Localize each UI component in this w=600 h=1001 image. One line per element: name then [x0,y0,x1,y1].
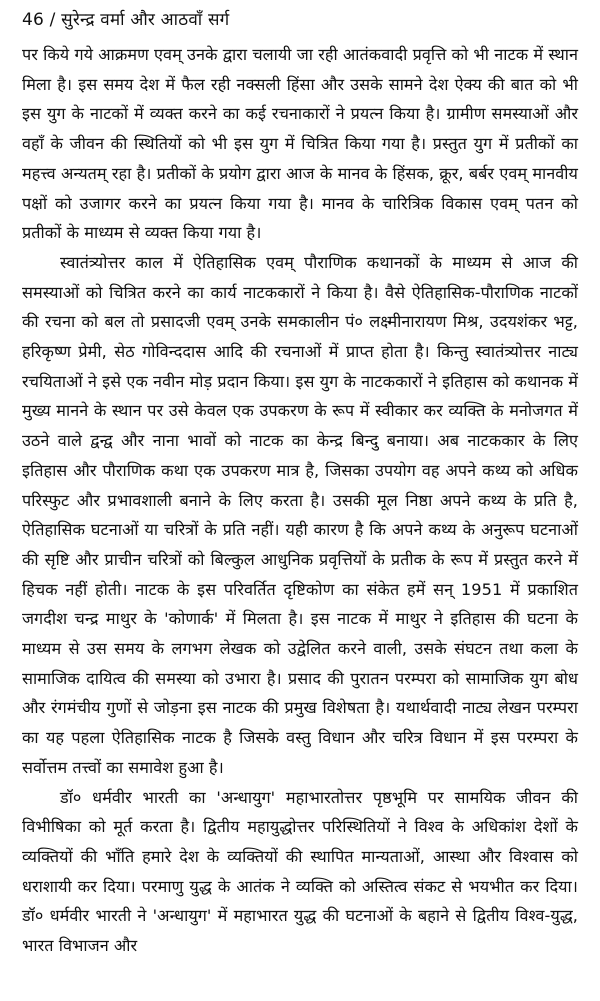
paragraph-2: स्वातंत्र्योत्तर काल में ऐतिहासिक एवम् पौराणिक कथानकों के माध्यम से आज की समस्याओं को चित्रित करने का कार्य नाटककारों ने किया है। वैसे ऐतिहासिक-पौराणिक नाटकों की रचना को बल तो प्रसादजी एवम् उनके समकालीन पं० लक्ष्मीनारायण मिश्र, उदयशंकर भट्ट, हरिकृष्ण प्रेमी, सेठ गोविन्ददास आदि की रचनाओं में प्राप्त होता है। किन्तु स्वातंत्र्योत्तर नाट्य रचयिताओं ने इसे एक नवीन मोड़ प्रदान किया। इस युग के नाटककारों ने इतिहास को कथानक में मुख्य मानने के स्थान पर उसे केवल एक उपकरण के रूप में स्वीकार कर व्यक्ति के मनोजगत में उठने वाले द्वन्द्व और नाना भावों को नाटक का केन्द्र बिन्दु बनाया। अब नाटककार के लिए इतिहास और पौराणिक कथा एक उपकरण मात्र है, जिसका उपयोग वह अपने कथ्य को अधिक परिस्फुट और प्रभावशाली बनाने के लिए करता है। उसकी मूल निष्ठा अपने कथ्य के प्रति है, ऐतिहासिक घटनाओं या चरित्रों के प्रति नहीं। यही कारण है कि अपने कथ्य के अनुरूप घटनाओं की सृष्टि और प्राचीन चरित्रों को बिल्कुल आधुनिक प्रवृत्तियों के प्रतीक के रूप में प्रस्तुत करने में हिचक नहीं होती। नाटक के इस परिवर्तित दृष्टिकोण का संकेत हमें सन् 1951 में प्रकाशित जगदीश चन्द्र माथुर के 'कोणार्क' में मिलता है। इस नाटक में माथुर ने इतिहास की घटना के माध्यम से उस समय के लगभग लेखक को उद्वेलित करने वाली, उसके संघटन तथा कला के सामाजिक दायित्व की समस्या को उभारा है। प्रसाद की पुरातन परम्परा को सामाजिक युग बोध और रंगमंचीय गुणों से जोड़ना इस नाटक की प्रमुख विशेषता है। यथार्थवादी नाट्य लेखन परम्परा का यह पहला ऐतिहासिक नाटक है जिसके वस्तु विधान और चरित्र विधान में इस परम्परा के सर्वोत्तम तत्त्वों का समावेश हुआ है। [22,252,578,777]
paragraph-3: डॉ० धर्मवीर भारती का 'अन्धायुग' महाभारतोत्तर पृष्ठभूमि पर सामयिक जीवन की विभीषिका को मूर्त करता है। द्वितीय महायुद्धोत्तर परिस्थितियों ने विश्व के अधिकांश देशों के व्यक्तियों की भाँति हमारे देश के व्यक्तियों की स्थापित मान्यताओं, आस्था और विश्वास को धराशायी कर दिया। परमाणु युद्ध के आतंक ने व्यक्ति को अस्तित्व संकट से भयभीत कर दिया। डॉ० धर्मवीर भारती ने 'अन्धायुग' में महाभारत युद्ध की घटनाओं के बहाने से द्वितीय विश्व-युद्ध, भारत विभाजन और [22,787,578,956]
running-head: 46 / सुरेन्द्र वर्मा और आठवाँ सर्ग [22,10,230,30]
paragraph-1: पर किये गये आक्रमण एवम् उनके द्वारा चलायी जा रही आतंकवादी प्रवृत्ति को भी नाटक में स्थान मिला है। इस समय देश में फैल रही नक्सली हिंसा और उसके सामने देश ऐक्य की बात को भी इस युग के नाटकों में व्यक्त करने का कई रचनाकारों ने प्रयत्न किया है। ग्रामीण समस्याओं और वहाँ के जीवन की स्थितियों को भी इस युग में चित्रित किया गया है। प्रस्तुत युग में प्रतीकों का महत्त्व अन्यतम् रहा है। प्रतीकों के प्रयोग द्वारा आज के मानव के हिंसक, क्रूर, बर्बर एवम् मानवीय पक्षों को उजागर करने का प्रयत्न किया गया है। मानव के चारित्रिक विकास एवम् पतन को प्रतीकों के माध्यम से व्यक्त किया गया है। [22,45,578,243]
book-page [22,8,578,961]
